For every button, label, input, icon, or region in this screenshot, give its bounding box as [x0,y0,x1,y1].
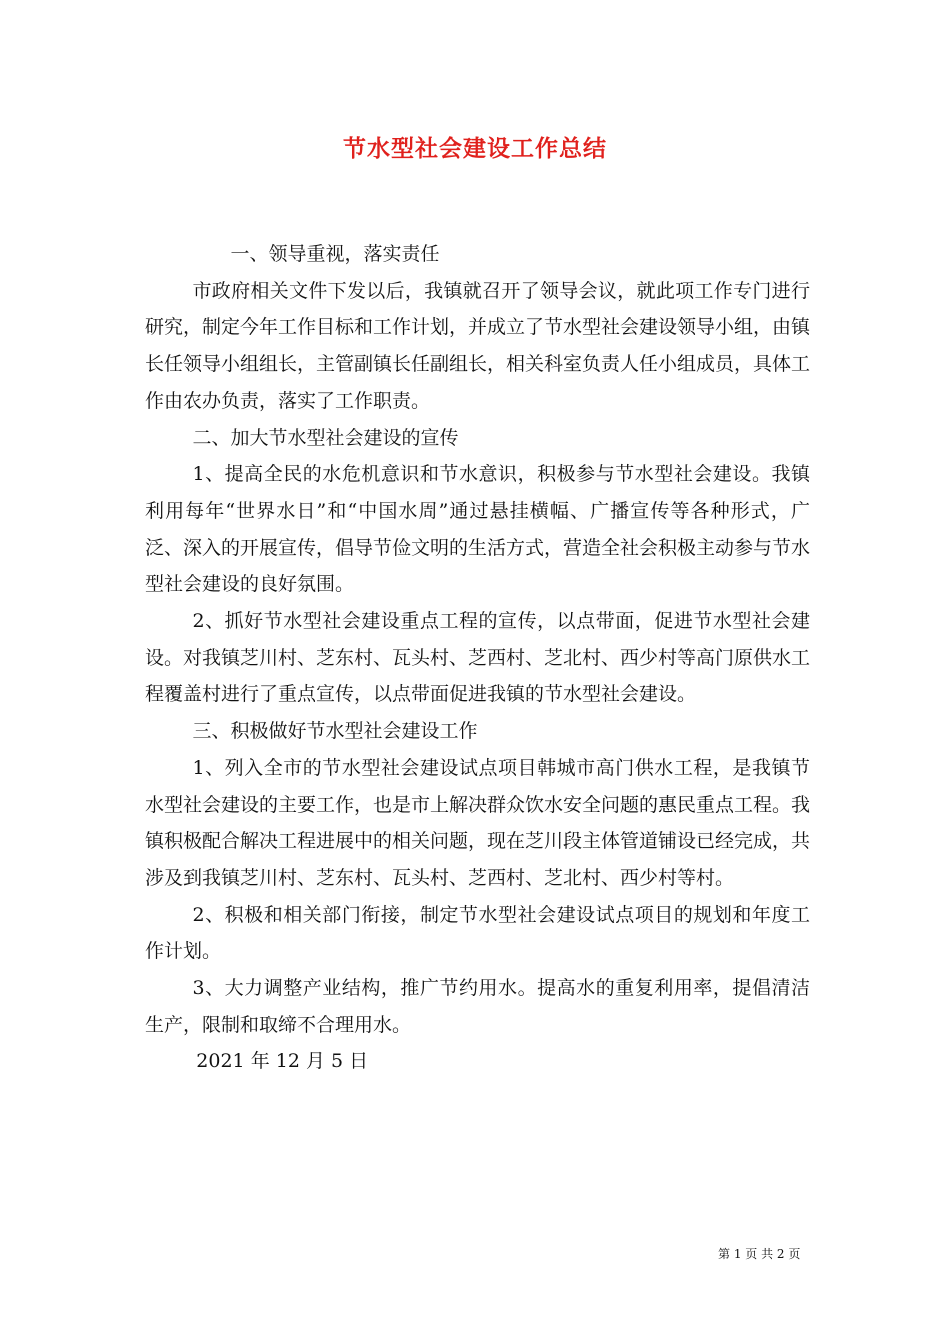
paragraph-work-1: 1、列入全市的节水型社会建设试点项目韩城市高门供水工程，是我镇节水型社会建设的主要工作，也是市上解决群众饮水安全问题的惠民重点工程。我镇积极配合解决工程进展中的相关问题，现在芝川段主体管道铺设已经完成，共涉及到我镇芝川村、芝东村、瓦头村、芝西村、芝北村、西少村等村。 [145,756,811,889]
section-heading-work: 三、积极做好节水型社会建设工作 [192,720,478,743]
paragraph-leadership: 市政府相关文件下发以后，我镇就召开了领导会议，就此项工作专门进行研究，制定今年工作目标和工作计划，并成立了节水型社会建设领导小组，由镇长任领导小组组长，主管副镇长任副组长，相关科室负责人任小组成员，具体工作由农办负责，落实了工作职责。 [145,279,811,412]
paragraph-publicity-2: 2、抓好节水型社会建设重点工程的宣传，以点带面，促进节水型社会建设。对我镇芝川村、芝东村、瓦头村、芝西村、芝北村、西少村等高门原供水工程覆盖村进行了重点宣传，以点带面促进我镇的节水型社会建设。 [145,610,811,706]
document-date: 2021 年 12 月 5 日 [196,1050,369,1073]
section-heading-publicity: 二、加大节水型社会建设的宣传 [192,426,459,449]
document-title: 节水型社会建设工作总结 [343,135,607,162]
page-number-footer: 第 1 页 共 2 页 [718,1247,801,1261]
paragraph-work-2: 2、积极和相关部门衔接，制定节水型社会建设试点项目的规划和年度工作计划。 [145,903,810,963]
section-heading-leadership: 一、领导重视，落实责任 [230,243,440,265]
document-body [145,236,810,1080]
paragraph-work-3: 3、大力调整产业结构，推广节约用水。提高水的重复利用率，提倡清洁生产，限制和取缔不合理用水。 [145,977,810,1036]
paragraph-publicity-1: 1、提高全民的水危机意识和节水意识，积极参与节水型社会建设。我镇利用每年“世界水日”和“中国水周”通过悬挂横幅、广播宣传等各种形式，广泛、深入的开展宣传，倡导节俭文明的生活方式，营造全社会积极主动参与节水型社会建设的良好氛围。 [145,463,811,596]
